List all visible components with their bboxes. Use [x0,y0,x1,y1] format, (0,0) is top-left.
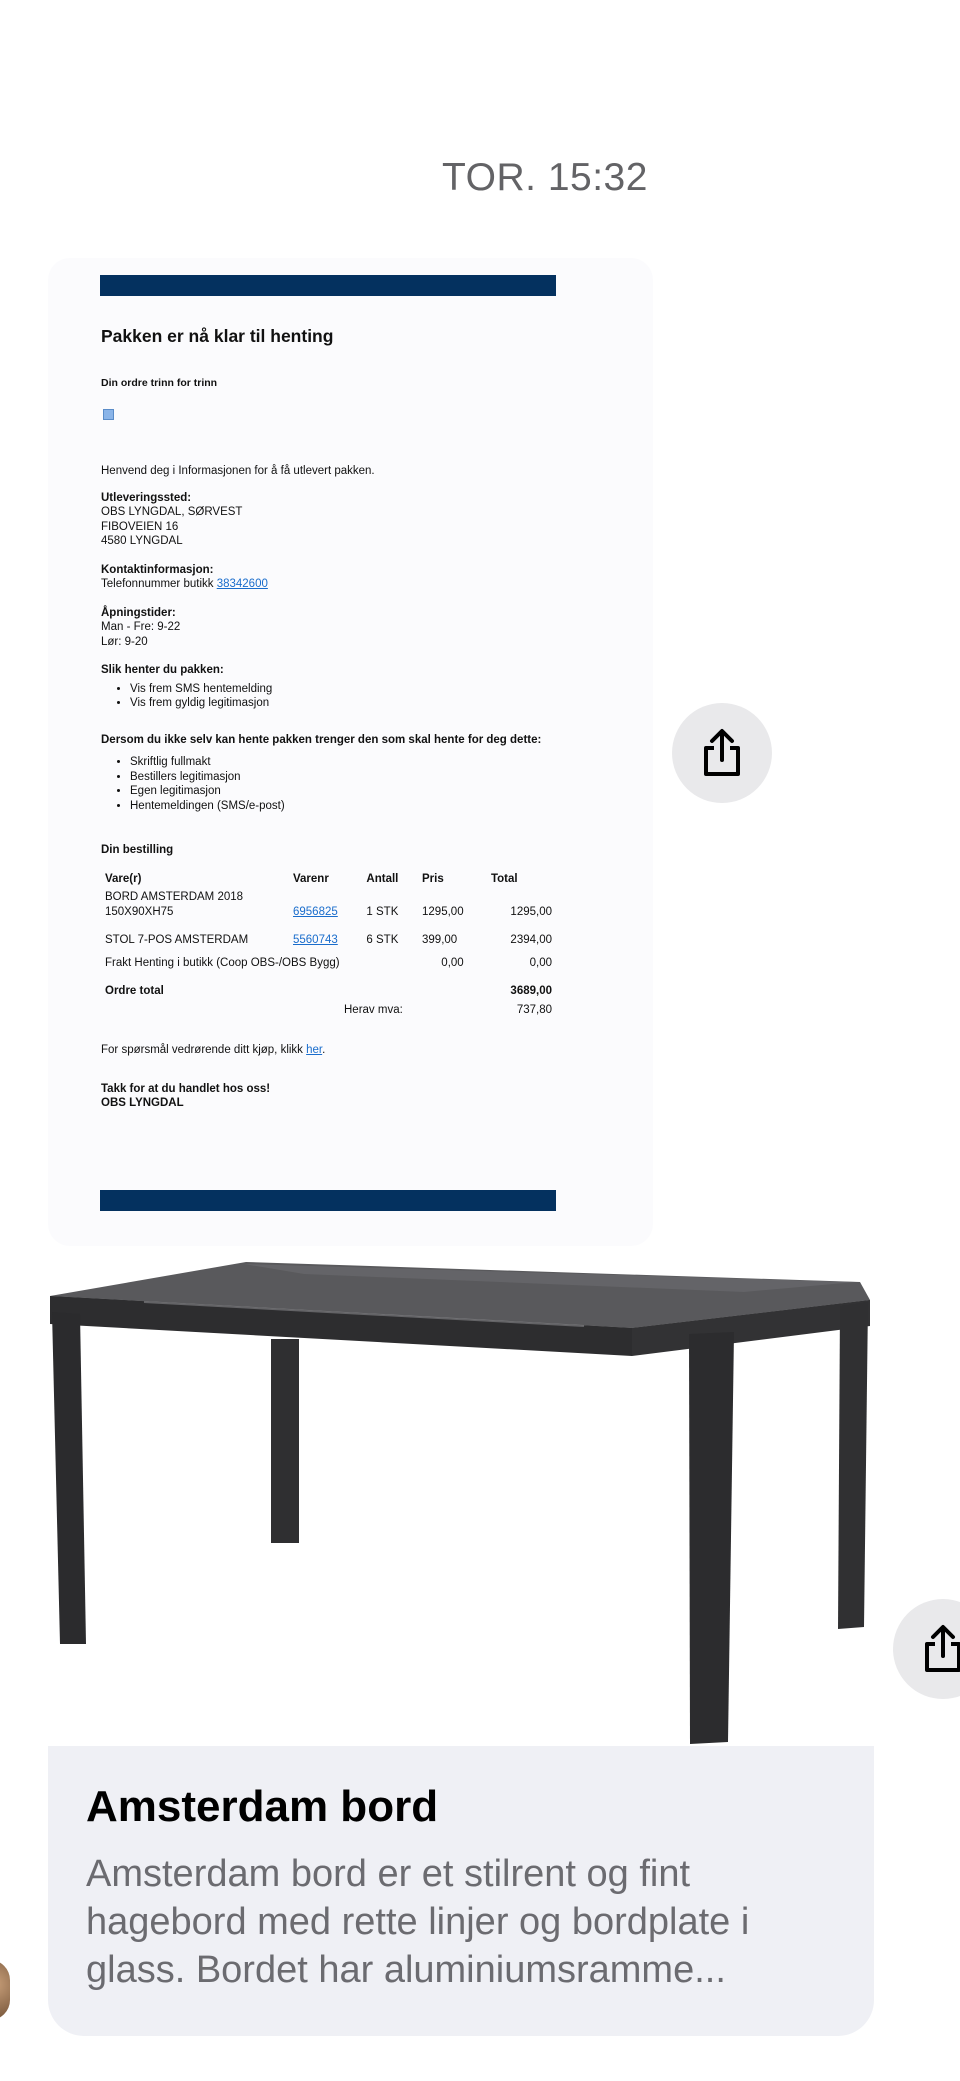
order-total-row [101,982,556,1001]
total-cell: 2394,00 [510,934,552,946]
price-cell: 0,00 [441,956,464,969]
pickup-label: Utleveringssted: [101,491,192,504]
list-item: • Hentemeldingen (SMS/e-post) [130,799,556,814]
share-button[interactable] [893,1599,960,1699]
item-cell: STOL 7-POS AMSTERDAM [105,934,249,946]
product-image[interactable] [44,1252,876,1752]
item-number-link[interactable]: 6956825 [293,905,338,918]
message-timestamp: TOR. 15:32 [442,156,648,199]
hours-label: Åpningstider: [101,606,176,619]
howto-label: Slik henter du pakken: [101,664,224,676]
store-name: OBS LYNGDAL [101,1097,184,1109]
col-header: Varenr [293,872,329,885]
questions-text: For spørsmål vedrørende ditt kjøp, klikk [101,1044,307,1056]
howto-list [101,682,556,711]
proxy-list [101,755,556,813]
email-header-bar [100,275,556,296]
list-item: • Egen legitimasjon [130,784,556,799]
order-total-value: 3689,00 [510,985,552,997]
share-icon [700,728,744,778]
link-preview-card[interactable] [48,1746,874,2036]
col-header: Total [490,872,518,885]
table-row [101,931,556,954]
table-row [101,954,556,983]
preview-title: Amsterdam bord [86,1782,439,1831]
total-cell: 1295,00 [510,905,552,918]
quantity-cell: 1 STK [366,905,399,918]
hours-line: Man - Fre: 9-22 [101,621,181,633]
preview-description: Amsterdam bord er et stilrent og fint hagebord med rette linjer og bordplate i glass. Bordet har aluminiumsramme... [86,1853,750,1991]
order-total-label: Ordre total [105,985,164,997]
vat-value: 737,80 [516,1003,552,1016]
vat-row [101,1001,556,1020]
item-number-link[interactable]: 5560743 [293,934,338,946]
list-item: • Vis frem SMS hentemelding [130,682,556,697]
item-cell: Frakt Henting i butikk (Coop OBS-/OBS Bygg) [105,956,340,969]
table-header-row [101,870,556,889]
phone-link[interactable]: 38342600 [216,578,268,590]
quantity-cell: 6 STK [366,934,399,946]
pickup-line: FIBOVEIEN 16 [101,520,179,533]
sender-avatar[interactable] [0,1960,10,2020]
price-cell: 399,00 [422,934,458,946]
contact-text: Telefonnummer butikk [101,578,217,590]
hours-line: Lør: 9-20 [101,635,148,648]
questions-end: . [322,1044,326,1056]
col-header: Vare(r) [105,872,142,885]
proxy-label: Dersom du ikke selv kan hente pakken trenger den som skal hente for deg dette: [101,733,542,746]
total-cell: 0,00 [529,956,552,969]
email-heading: Pakken er nå klar til henting [101,326,334,346]
order-table [101,870,556,1020]
list-item: • Skriftlig fullmakt [130,755,556,770]
table-row [101,888,556,931]
questions-link[interactable]: her [306,1044,323,1056]
pickup-line: OBS LYNGDAL, SØRVEST [101,506,243,518]
list-item: • Vis frem gyldig legitimasjon [130,696,556,711]
order-label: Din bestilling [101,844,174,856]
col-header: Pris [422,872,444,885]
contact-label: Kontaktinformasjon: [101,563,214,576]
email-content [101,326,556,1111]
contact-line [101,577,556,592]
broken-image-icon [103,409,114,420]
email-footer-bar [100,1190,556,1211]
list-item: • Bestillers legitimasjon [130,770,556,785]
thanks-text: Takk for at du handlet hos oss! [101,1082,271,1095]
questions-line [101,1043,556,1058]
intro-text: Henvend deg i Informasjonen for å få utlevert pakken. [101,465,375,477]
share-icon [921,1624,960,1674]
item-cell: BORD AMSTERDAM 2018 150X90XH75 [105,891,244,918]
pickup-line: 4580 LYNGDAL [101,535,183,547]
vat-label: Herav mva: [344,1003,403,1016]
price-cell: 1295,00 [422,905,464,918]
share-button[interactable] [672,703,772,803]
steps-label: Din ordre trinn for trinn [101,377,218,389]
col-header: Antall [366,872,399,885]
